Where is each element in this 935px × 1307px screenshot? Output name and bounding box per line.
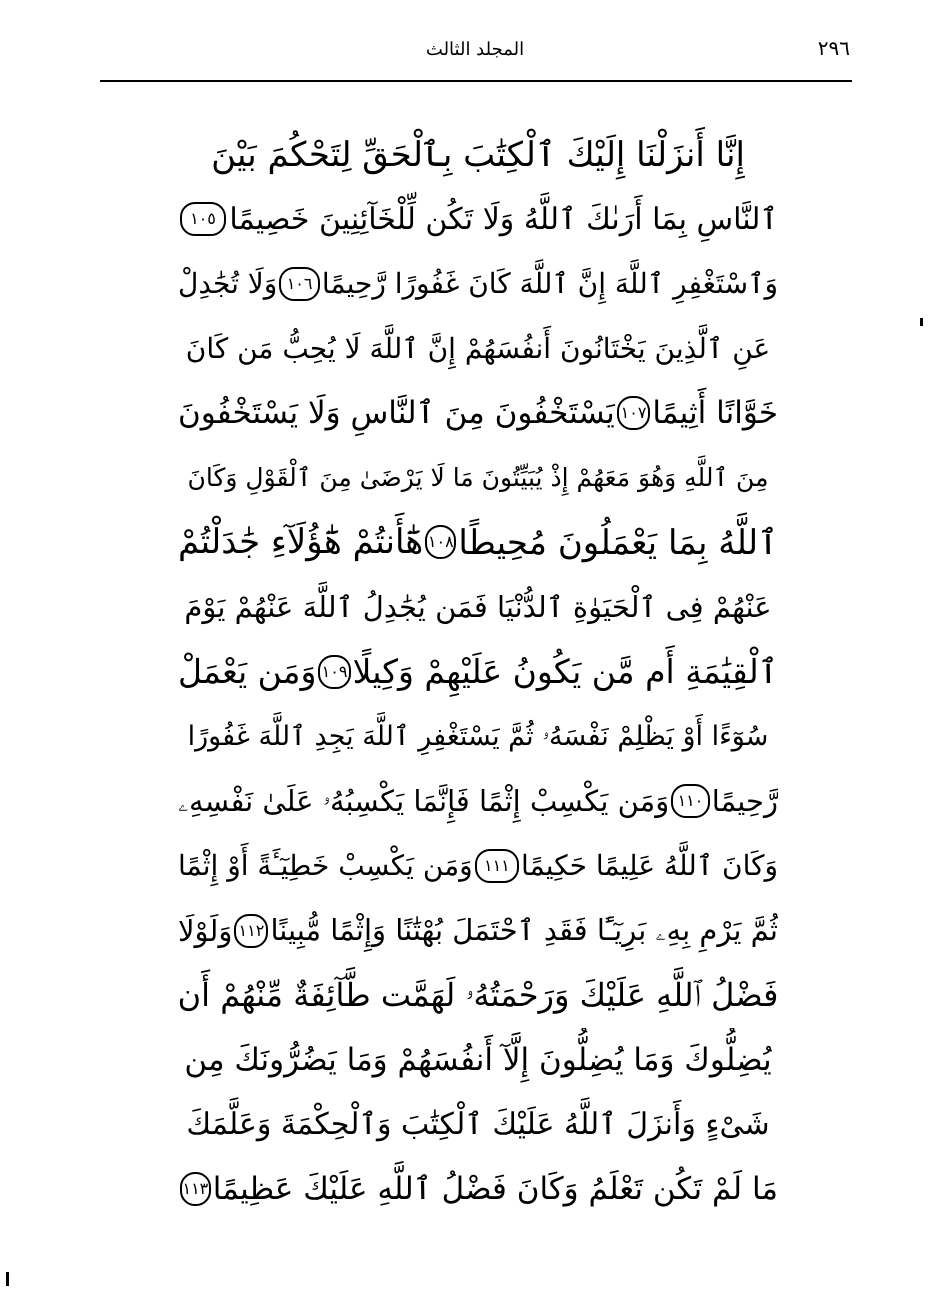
- verse-text: وَمَن يَكْسِبْ خَطِيٓـَٔةً أَوْ إِثْمًا: [178, 849, 473, 883]
- page-header: [100, 36, 850, 76]
- running-head: المجلد الثالث: [425, 39, 525, 60]
- verse-text: وَكَانَ ٱللَّهُ عَلِيمًا حَكِيمًا: [521, 849, 778, 883]
- text-line: [178, 898, 778, 963]
- verse-text: رَّحِيمًا: [711, 784, 778, 819]
- verse-text: مَا لَمْ تَكُن تَعْلَمُ وَكَانَ فَضْلُ ٱللَّهِ عَلَيْكَ عَظِيمًا: [212, 1171, 778, 1208]
- verse-text: وَلَوْلَا: [178, 913, 233, 948]
- verse-text: إِنَّا أَنزَلْنَا إِلَيْكَ ٱلْكِتَٰبَ بِٱلْحَقِّ لِتَحْكُمَ بَيْنَ: [211, 134, 745, 175]
- ayah-number-marker: ١١٠: [671, 784, 709, 818]
- ayah-number-marker: ١٠٧: [617, 396, 651, 430]
- verse-text: ٱلنَّاسِ بِمَا أَرَىٰكَ ٱللَّهُ وَلَا تَكُن لِّلْخَآئِنِينَ خَصِيمًا: [229, 201, 778, 237]
- page-number: ٢٩٦: [817, 36, 850, 60]
- verse-text: ٱللَّهُ بِمَا يَعْمَلُونَ مُحِيطًا: [458, 522, 778, 563]
- text-line: [178, 187, 778, 252]
- margin-mark: [920, 318, 923, 326]
- ayah-number-marker: ١٠٩: [318, 655, 350, 689]
- text-line: [178, 381, 778, 446]
- text-line: [178, 640, 778, 705]
- header-rule: [100, 80, 852, 82]
- text-line: [178, 1092, 778, 1157]
- verse-text: عَنِ ٱلَّذِينَ يَخْتَانُونَ أَنفُسَهُمْ إِنَّ ٱللَّهَ لَا يُحِبُّ مَن كَانَ: [185, 331, 771, 365]
- text-line: [178, 445, 778, 510]
- text-line: [178, 316, 778, 381]
- verse-text: ثُمَّ يَرْمِ بِهِۦ بَرِيٓـًٔا فَقَدِ ٱحْتَمَلَ بُهْتَٰنًا وَإِثْمًا مُّبِينًا: [270, 913, 778, 948]
- verse-text: مِنَ ٱللَّهِ وَهُوَ مَعَهُمْ إِذْ يُبَيِّتُونَ مَا لَا يَرْضَىٰ مِنَ ٱلْقَوْلِ وَكَانَ: [187, 463, 769, 493]
- verse-text: يُضِلُّوكَ وَمَا يُضِلُّونَ إِلَّآ أَنفُسَهُمْ وَمَا يَضُرُّونَكَ مِن: [184, 1041, 772, 1078]
- verse-text: وَٱسْتَغْفِرِ ٱللَّهَ إِنَّ ٱللَّهَ كَانَ غَفُورًا رَّحِيمًا: [321, 267, 778, 301]
- verse-text: ٱلْقِيَٰمَةِ أَم مَّن يَكُونُ عَلَيْهِمْ وَكِيلًا: [352, 652, 778, 692]
- text-line: [178, 769, 778, 834]
- quran-text-block: [178, 122, 778, 1222]
- text-line: [178, 1157, 778, 1222]
- text-line: [178, 704, 778, 769]
- text-line: [178, 575, 778, 640]
- ayah-number-marker: ١٠٥: [180, 202, 226, 236]
- verse-text: وَمَن يَعْمَلْ: [178, 652, 317, 692]
- text-line: [178, 834, 778, 899]
- verse-text: خَوَّانًا أَثِيمًا: [652, 395, 778, 432]
- verse-text: هَٰٓأَنتُمْ هَٰٓؤُلَآءِ جَٰدَلْتُمْ: [178, 522, 424, 563]
- text-line: [178, 251, 778, 316]
- text-line: [178, 122, 778, 187]
- text-line: [178, 963, 778, 1028]
- ayah-number-marker: ١١١: [475, 849, 519, 883]
- ayah-number-marker: ١٠٨: [425, 525, 456, 559]
- verse-text: وَمَن يَكْسِبْ إِثْمًا فَإِنَّمَا يَكْسِبُهُۥ عَلَىٰ نَفْسِهِۦ: [178, 783, 670, 818]
- ayah-number-marker: ١١٢: [234, 914, 268, 948]
- margin-mark: [6, 1272, 9, 1286]
- verse-text: وَلَا تُجَٰدِلْ: [178, 267, 278, 301]
- verse-text: عَنْهُمْ فِى ٱلْحَيَوٰةِ ٱلدُّنْيَا فَمَن يُجَٰدِلُ ٱللَّهَ عَنْهُمْ يَوْمَ: [184, 590, 772, 625]
- verse-text: فَضْلُ ٱللَّهِ عَلَيْكَ وَرَحْمَتُهُۥ لَهَمَّت طَّآئِفَةٌ مِّنْهُمْ أَن: [178, 975, 778, 1014]
- text-line: [178, 510, 778, 575]
- verse-text: شَىْءٍ وَأَنزَلَ ٱللَّهُ عَلَيْكَ ٱلْكِتَٰبَ وَٱلْحِكْمَةَ وَعَلَّمَكَ: [186, 1107, 770, 1143]
- verse-text: سُوٓءًا أَوْ يَظْلِمْ نَفْسَهُۥ ثُمَّ يَسْتَغْفِرِ ٱللَّهَ يَجِدِ ٱللَّهَ غَفُورًا: [187, 720, 769, 752]
- text-line: [178, 1028, 778, 1093]
- ayah-number-marker: ١١٣: [180, 1172, 211, 1206]
- verse-text: يَسْتَخْفُونَ مِنَ ٱلنَّاسِ وَلَا يَسْتَخْفُونَ: [178, 395, 615, 432]
- ayah-number-marker: ١٠٦: [279, 267, 320, 301]
